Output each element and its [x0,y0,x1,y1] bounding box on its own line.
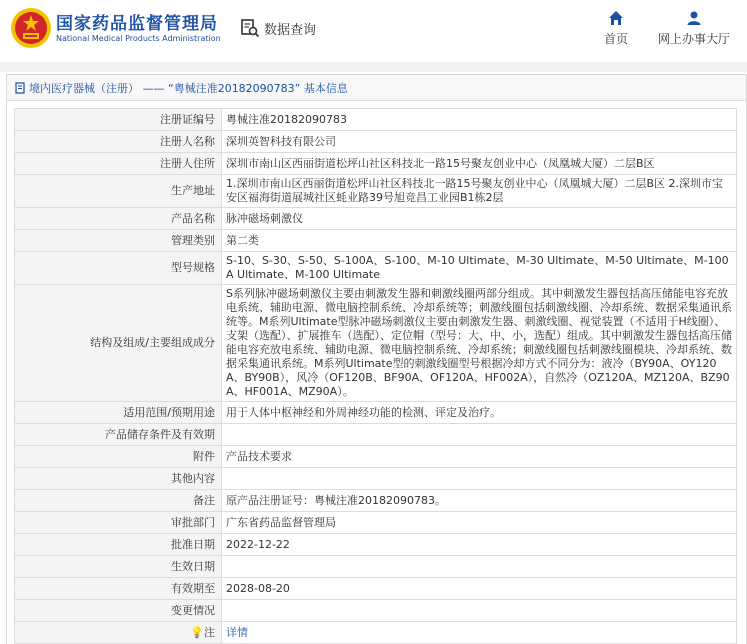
field-value: 深圳英智科技有限公司 [222,131,737,153]
field-label: 管理类别 [15,230,222,252]
table-row [15,402,737,424]
site-header [0,0,747,62]
field-label: 批准日期 [15,534,222,556]
field-label: 注 [204,625,215,639]
search-doc-icon [240,18,260,38]
table-row [15,252,737,285]
table-row [15,600,737,622]
field-value [222,556,737,578]
data-query-label: 数据查询 [264,22,317,38]
field-label: 变更情况 [15,600,222,622]
national-emblem-logo [10,7,52,49]
field-value: 2028-08-20 [222,578,737,600]
table-row [15,578,737,600]
field-label: 适用范围/预期用途 [15,402,222,424]
document-icon [15,82,26,94]
nav-office-label: 网上办事大厅 [658,32,731,46]
note-value-cell [222,622,737,644]
field-value: 脉冲磁场刺激仪 [222,208,737,230]
field-value: 深圳市南山区西丽街道松坪山社区科技北一路15号聚友创业中心（凤凰城大厦）二层B区 [222,153,737,175]
field-value [222,600,737,622]
field-value: 第二类 [222,230,737,252]
lightbulb-icon: 💡 [190,625,204,639]
nav-online-office[interactable] [658,10,730,47]
org-name-cn: 国家药品监督管理局 [56,14,218,34]
field-label: 生效日期 [15,556,222,578]
field-label: 注册人名称 [15,131,222,153]
breadcrumb [7,75,746,101]
field-label: 结构及组成/主要组成成分 [15,285,222,402]
nav-home[interactable] [604,10,628,47]
breadcrumb-text: 境内医疗器械（注册） —— “粤械注准20182090783” 基本信息 [29,81,348,95]
field-label: 有效期至 [15,578,222,600]
table-row [15,622,737,644]
field-value: 粤械注准20182090783 [222,109,737,131]
field-label: 审批部门 [15,512,222,534]
field-label: 附件 [15,446,222,468]
field-value [222,424,737,446]
field-label: 产品储存条件及有效期 [15,424,222,446]
note-label-cell [15,622,222,644]
table-row [15,208,737,230]
field-value: S-10、S-30、S-50、S-100A、S-100、M-10 Ultimate、M-30 Ultimate、M-50 Ultimate、M-100A Ultimate、M-100 Ultimate [222,252,737,285]
table-row [15,490,737,512]
field-label: 注册人住所 [15,153,222,175]
field-value: 2022-12-22 [222,534,737,556]
data-query-link[interactable] [240,16,316,40]
field-value: S系列脉冲磁场刺激仪主要由刺激发生器和刺激线圈两部分组成。其中刺激发生器包括高压储能电容充放电系统、辅助电源、微电脑控制系统、冷却系统等；刺激线圈包括刺激线圈、冷却系统、数据采集通讯系统等。M系列Ultimate型脉冲磁场刺激仪主要由刺激发生器、刺激线圈、视觉装置（不适用于H线圈）、支架（选配）、扩展推车（选配）、定位帽（型号：大、中、小，选配）组成。其中刺激发生器包括高压储能电容充放电系统、辅助电源、微电脑控制系统、冷却系统；刺激线圈包括刺激线圈模块、冷却系统、数据采集通讯系统。M系列Ultimate型的刺激线圈型号根据冷却方式不同分为：液冷（BY90A、OY120A、BY90B），风冷（OF120B、BF90A、OF120A、HF002A），自然冷（OZ120A、MZ120A、BZ90A、HF001A、MZ90A）。 [222,285,737,402]
field-value: 产品技术要求 [222,446,737,468]
table-row [15,468,737,490]
table-row [15,153,737,175]
org-name-en: National Medical Products Administration [56,34,221,43]
field-value: 用于人体中枢神经和外周神经功能的检测、评定及治疗。 [222,402,737,424]
user-icon [686,10,702,26]
field-value: 广东省药品监督管理局 [222,512,737,534]
table-row [15,131,737,153]
field-value [222,468,737,490]
field-label: 备注 [15,490,222,512]
table-row [15,512,737,534]
table-row [15,424,737,446]
table-row [15,109,737,131]
nav-home-label: 首页 [604,32,629,46]
table-row [15,175,737,208]
field-value: 1.深圳市南山区西丽街道松坪山社区科技北一路15号聚友创业中心（凤凰城大厦）二层B区 2.深圳市宝安区福海街道展城社区蚝业路39号旭竞昌工业园B1栋2层 [222,175,737,208]
table-row [15,556,737,578]
table-row [15,534,737,556]
header-divider [0,62,747,72]
field-label: 其他内容 [15,468,222,490]
table-row [15,446,737,468]
table-row [15,230,737,252]
field-label: 产品名称 [15,208,222,230]
field-value: 原产品注册证号：粤械注准20182090783。 [222,490,737,512]
table-row [15,285,737,402]
registration-info-table [14,108,737,644]
field-label: 生产地址 [15,175,222,208]
field-label: 型号规格 [15,252,222,285]
home-icon [608,10,624,26]
field-label: 注册证编号 [15,109,222,131]
detail-link[interactable]: 详情 [226,625,248,639]
